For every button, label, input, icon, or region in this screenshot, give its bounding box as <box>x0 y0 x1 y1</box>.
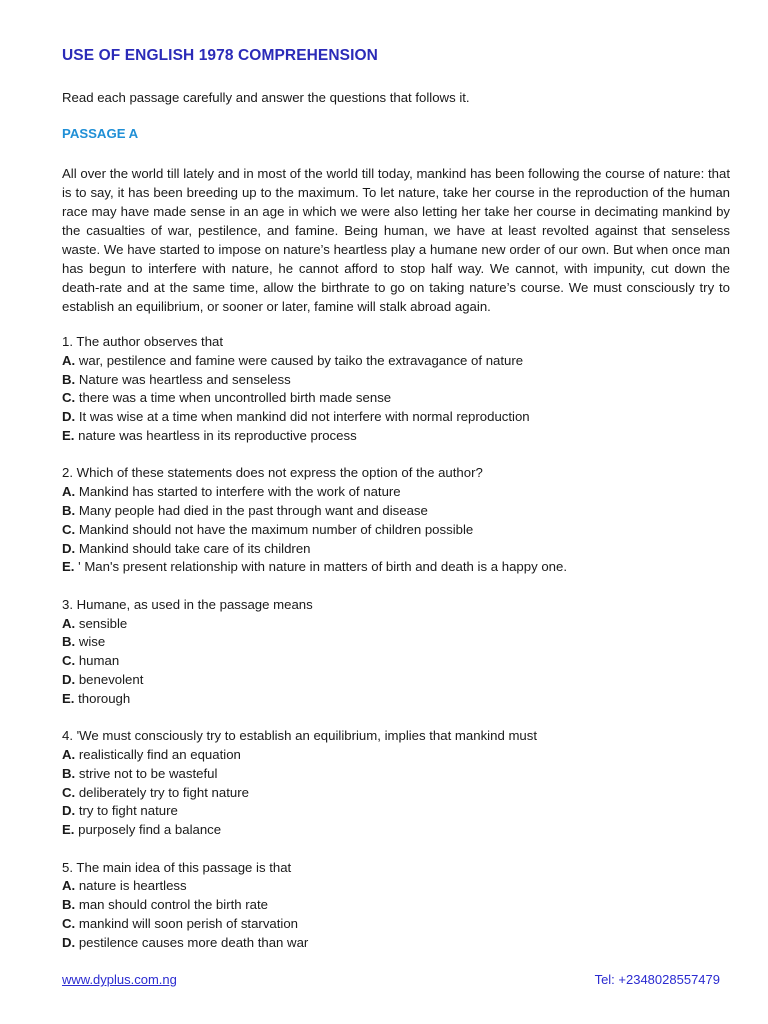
answer-option <box>62 765 730 784</box>
answer-option <box>62 521 730 540</box>
answer-option <box>62 877 730 896</box>
answer-option <box>62 671 730 690</box>
question-block <box>62 596 730 709</box>
instruction-text: Read each passage carefully and answer the questions that follows it. <box>62 90 470 105</box>
option-letter: C. <box>62 915 76 931</box>
option-text: Mankind should take care of its children <box>75 540 311 556</box>
page-footer <box>62 972 720 987</box>
option-letter: E. <box>62 427 75 443</box>
passage-heading: PASSAGE A <box>62 126 139 141</box>
option-text: benevolent <box>75 671 144 687</box>
answer-option <box>62 389 730 408</box>
answer-option <box>62 802 730 821</box>
option-letter: E. <box>62 822 75 838</box>
answer-option <box>62 540 730 559</box>
option-text: mankind will soon perish of starvation <box>75 915 299 931</box>
option-text: man should control the birth rate <box>75 897 268 913</box>
answer-option <box>62 502 730 521</box>
option-text: realistically find an equation <box>75 746 241 762</box>
option-text: pestilence causes more death than war <box>75 934 309 950</box>
answer-option <box>62 896 730 915</box>
answer-option <box>62 821 730 840</box>
question-stem: 4. 'We must consciously try to establish an equilibrium, implies that mankind must <box>62 728 538 744</box>
option-text: thorough <box>74 690 131 706</box>
option-text: human <box>75 653 120 669</box>
question-block <box>62 859 730 953</box>
option-letter: E. <box>62 559 75 575</box>
option-letter: C. <box>62 521 76 537</box>
answer-option <box>62 652 730 671</box>
option-text: Nature was heartless and senseless <box>75 371 291 387</box>
answer-option <box>62 784 730 803</box>
option-letter: A. <box>62 615 76 631</box>
option-text: war, pestilence and famine were caused by taiko the extravagance of nature <box>75 352 524 368</box>
option-letter: A. <box>62 352 76 368</box>
option-letter: A. <box>62 746 76 762</box>
option-letter: C. <box>62 653 76 669</box>
answer-option <box>62 352 730 371</box>
answer-option <box>62 371 730 390</box>
option-letter: D. <box>62 671 76 687</box>
answer-option <box>62 690 730 709</box>
option-text: Mankind should not have the maximum number of children possible <box>75 521 474 537</box>
option-text: ' Man's present relationship with nature in matters of birth and death is a happy one. <box>74 559 567 575</box>
answer-option <box>62 615 730 634</box>
option-text: Mankind has started to interfere with the work of nature <box>75 484 401 500</box>
option-text: nature is heartless <box>75 878 187 894</box>
question-stem: 2. Which of these statements does not express the option of the author? <box>62 465 483 481</box>
question-stem: 1. The author observes that <box>62 334 224 349</box>
option-letter: D. <box>62 540 76 556</box>
passage-text: All over the world till lately and in most of the world till today, mankind has been following the course of nature: that is to say, it has been breeding up to the maximum. To let nature, take her course in the reproduction of the human race may have made sense in an age in which we were also letting her take her course in decimating mankind by the casualties of war, pestilence, and famine. Being human, we have at least revolted against that senseless waste. We have started to impose on nature’s heartless play a humane new order of our own. But when once man has begun to interfere with nature, he cannot afford to stop half way. We cannot, with impunity, cut down the death-rate and at the same time, allow the birthrate to go on taking nature’s course. We must consciously try to establish an equilibrium, or sooner or later, famine will stalk abroad again. <box>62 166 730 314</box>
option-text: purposely find a balance <box>74 822 222 838</box>
option-letter: C. <box>62 390 76 406</box>
document-title: USE OF ENGLISH 1978 COMPREHENSION <box>62 47 378 64</box>
answer-option <box>62 408 730 427</box>
option-letter: B. <box>62 765 76 781</box>
option-letter: B. <box>62 634 76 650</box>
option-text: nature was heartless in its reproductive process <box>74 427 357 443</box>
option-letter: A. <box>62 878 76 894</box>
option-text: strive not to be wasteful <box>75 765 218 781</box>
answer-option <box>62 746 730 765</box>
website-link[interactable]: www.dyplus.com.ng <box>62 972 177 987</box>
answer-option <box>62 633 730 652</box>
question-block <box>62 464 730 577</box>
answer-option <box>62 483 730 502</box>
option-text: try to fight nature <box>75 803 178 819</box>
option-text: It was wise at a time when mankind did not interfere with normal reproduction <box>75 409 530 425</box>
phone-number: Tel: +2348028557479 <box>594 972 720 987</box>
question-stem: 5. The main idea of this passage is that <box>62 859 292 875</box>
answer-option <box>62 558 730 577</box>
question-block <box>62 333 730 446</box>
option-text: there was a time when uncontrolled birth made sense <box>75 390 392 406</box>
option-letter: C. <box>62 784 76 800</box>
option-text: wise <box>75 634 106 650</box>
option-letter: B. <box>62 502 76 518</box>
option-letter: D. <box>62 803 76 819</box>
option-letter: D. <box>62 934 76 950</box>
option-letter: A. <box>62 484 76 500</box>
questions-list <box>62 333 730 971</box>
question-block <box>62 727 730 840</box>
answer-option <box>62 427 730 446</box>
question-stem: 3. Humane, as used in the passage means <box>62 596 313 612</box>
option-text: Many people had died in the past through want and disease <box>75 502 428 518</box>
answer-option <box>62 915 730 934</box>
answer-option <box>62 934 730 953</box>
option-text: deliberately try to fight nature <box>75 784 249 800</box>
option-letter: E. <box>62 690 75 706</box>
option-letter: D. <box>62 409 76 425</box>
option-letter: B. <box>62 371 76 387</box>
option-text: sensible <box>75 615 128 631</box>
option-letter: B. <box>62 897 76 913</box>
